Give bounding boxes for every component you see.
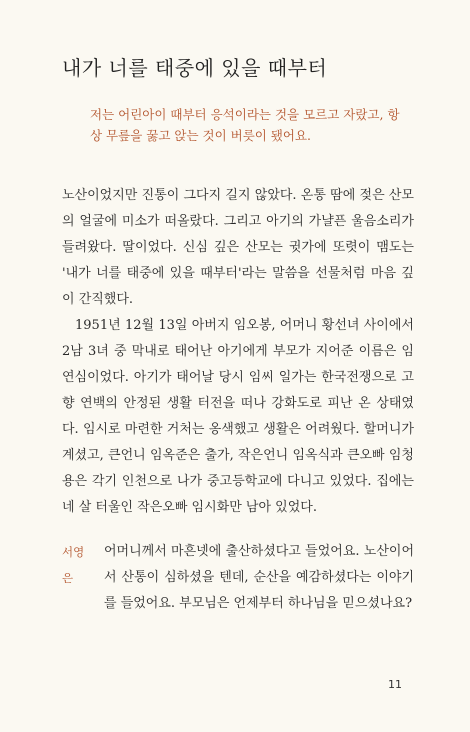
interview-question	[62, 539, 414, 617]
body-paragraph: 1951년 12월 13일 아버지 임오봉, 어머니 황선녀 사이에서 2남 3녀 중 막내로 태어난 아기에게 부모가 지어준 이름은 임연심이었다. 아기가 태어날 당시 임씨 일가는 한국전쟁으로 고향 연백의 안정된 생활 터전을 떠나 강화도로 피난 온 상태였다. 임시로 마련한 거처는 옹색했고 생활은 어려웠다. 할머니가 계셨고, 큰언니 임옥준은 출가, 작은언니 임옥식과 큰오빠 임청용은 각기 인천으로 나가 중고등학교에 다니고 있었다. 집에는 네 살 터울인 작은오빠 임시화만 남아 있었다.	[62, 318, 414, 515]
chapter-title: 내가 너를 태중에 있을 때부터	[62, 56, 328, 80]
body-text	[62, 183, 414, 521]
epigraph-quote: 저는 어린아이 때부터 응석이라는 것을 모르고 자랐고, 항상 무릎을 꿇고 앉는 것이 버릇이 됐어요.	[90, 107, 400, 143]
speaker-label: 서영은	[62, 545, 85, 585]
question-text: 어머니께서 마흔넷에 출산하셨다고 들었어요. 노산이어서 산통이 심하셨을 텐데, 순산을 예감하셨다는 이야기를 들었어요. 부모님은 언제부터 하나님을 믿으셨나요?	[104, 544, 414, 611]
page-number: 11	[388, 678, 402, 691]
body-paragraph: 노산이었지만 진통이 그다지 길지 않았다. 온통 땀에 젖은 산모의 얼굴에 미소가 떠올랐다. 그리고 아기의 가냘픈 울음소리가 들려왔다. 딸이었다. 신심 깊은 산모는 귓가에 또렷이 맴도는 '내가 너를 태중에 있을 때부터'라는 말씀을 선물처럼 마음 깊이 간직했다.	[62, 188, 414, 307]
